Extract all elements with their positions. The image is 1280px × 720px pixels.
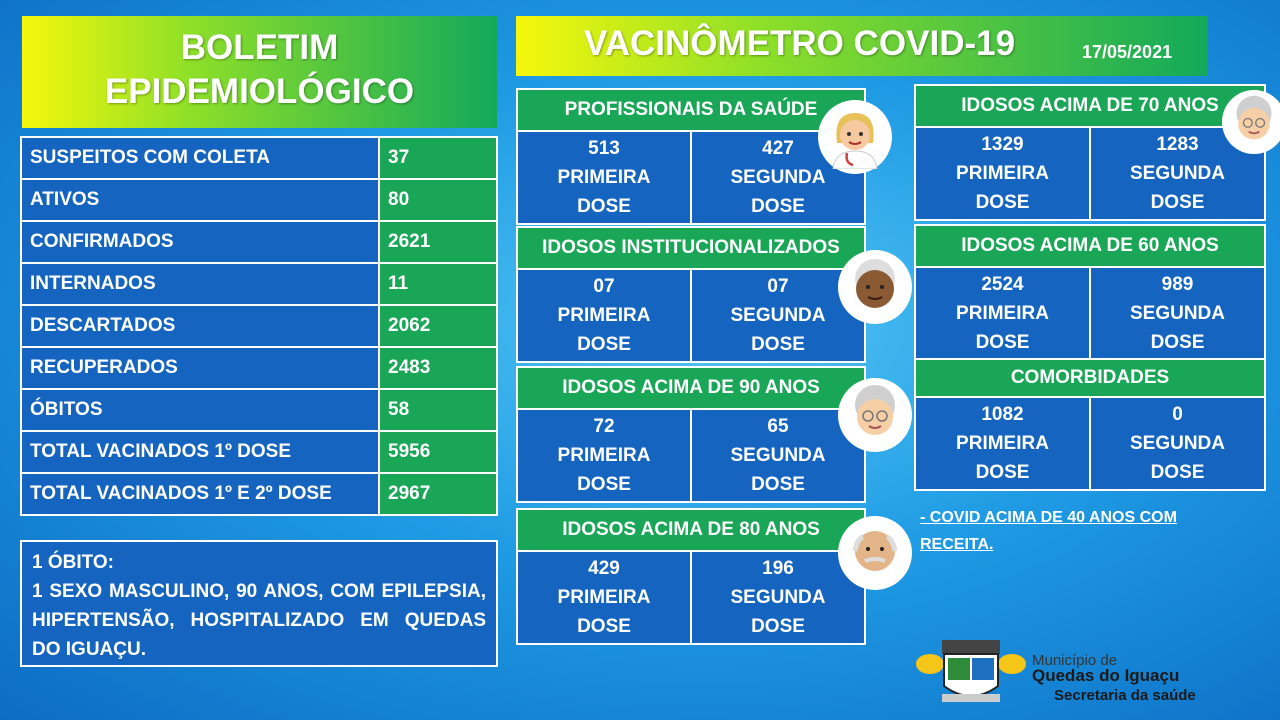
second-dose-label: SEGUNDA xyxy=(1129,163,1225,184)
stat-label: TOTAL VACINADOS 1º DOSE xyxy=(21,431,379,473)
dose-label: DOSE xyxy=(577,616,631,637)
card-idosos-institucionalizados xyxy=(516,226,866,363)
elderly-woman-dark-icon xyxy=(838,250,912,324)
first-dose-value: 07 xyxy=(593,276,615,297)
second-dose-value: 427 xyxy=(762,138,794,159)
footnote: - COVID ACIMA DE 40 ANOS COM RECEITA. xyxy=(920,509,1177,553)
card-profissionais-saude xyxy=(516,88,866,225)
vacinometro-title: VACINÔMETRO COVID-19 xyxy=(584,24,1016,63)
boletim-title-line1: BOLETIM xyxy=(180,28,339,67)
stat-value: 11 xyxy=(379,263,497,305)
card-idosos-60 xyxy=(914,224,1266,361)
dose-label: DOSE xyxy=(577,474,631,495)
dose-label: DOSE xyxy=(1150,462,1205,483)
health-secretariat: Secretaria da saúde xyxy=(1054,687,1196,704)
boletim-header xyxy=(22,16,497,128)
second-dose-cell xyxy=(1091,398,1266,491)
first-dose-cell xyxy=(516,270,692,363)
first-dose-cell xyxy=(914,128,1091,221)
stat-value: 2483 xyxy=(379,347,497,389)
second-dose-label: SEGUNDA xyxy=(1129,303,1225,324)
card-title: IDOSOS ACIMA DE 90 ANOS xyxy=(516,366,866,410)
second-dose-label: SEGUNDA xyxy=(730,445,826,466)
first-dose-cell xyxy=(516,132,692,225)
first-dose-label: PRIMEIRA xyxy=(557,305,651,326)
second-dose-label: SEGUNDA xyxy=(1129,433,1225,454)
table-row xyxy=(21,221,497,263)
stat-label: RECUPERADOS xyxy=(21,347,379,389)
first-dose-label: PRIMEIRA xyxy=(557,587,651,608)
first-dose-value: 1082 xyxy=(981,404,1024,425)
dose-label: DOSE xyxy=(1150,192,1205,213)
card-comorbidades xyxy=(914,358,1266,491)
first-dose-cell xyxy=(516,410,692,503)
stat-value: 2621 xyxy=(379,221,497,263)
table-row xyxy=(21,389,497,431)
elderly-man-icon xyxy=(838,516,912,590)
card-title: IDOSOS ACIMA DE 60 ANOS xyxy=(914,224,1266,268)
dose-label: DOSE xyxy=(751,334,805,355)
death-note xyxy=(20,540,498,667)
second-dose-value: 989 xyxy=(1161,274,1194,295)
second-dose-label: SEGUNDA xyxy=(730,587,826,608)
first-dose-label: PRIMEIRA xyxy=(557,167,651,188)
stat-value: 2967 xyxy=(379,473,497,515)
municipality-crest-icon xyxy=(912,636,1030,713)
table-row xyxy=(21,305,497,347)
second-dose-value: 65 xyxy=(767,416,789,437)
stat-label: ÓBITOS xyxy=(21,389,379,431)
stat-label: ATIVOS xyxy=(21,179,379,221)
death-note-title: 1 ÓBITO: xyxy=(32,552,114,573)
card-idosos-70 xyxy=(914,84,1266,221)
dose-label: DOSE xyxy=(975,192,1030,213)
dose-label: DOSE xyxy=(577,334,631,355)
dose-label: DOSE xyxy=(1150,332,1205,353)
card-idosos-80 xyxy=(516,508,866,645)
municipality-label: Município de xyxy=(1032,652,1118,669)
first-dose-cell xyxy=(914,398,1091,491)
stat-label: TOTAL VACINADOS 1º E 2º DOSE xyxy=(21,473,379,515)
stat-value: 58 xyxy=(379,389,497,431)
boletim-title-line2: EPIDEMIOLÓGICO xyxy=(104,72,415,111)
dose-label: DOSE xyxy=(751,196,805,217)
second-dose-value: 0 xyxy=(1172,404,1183,425)
first-dose-value: 1329 xyxy=(981,134,1024,155)
first-dose-label: PRIMEIRA xyxy=(956,303,1049,324)
dose-label: DOSE xyxy=(751,474,805,495)
card-title: IDOSOS ACIMA DE 80 ANOS xyxy=(516,508,866,552)
second-dose-cell xyxy=(1091,268,1266,361)
first-dose-label: PRIMEIRA xyxy=(956,433,1049,454)
second-dose-label: SEGUNDA xyxy=(730,167,826,188)
report-date: 17/05/2021 xyxy=(1082,42,1173,62)
elderly-woman-icon xyxy=(1222,90,1280,154)
death-note-text: 1 SEXO MASCULINO, 90 ANOS, COM EPILEPSIA, HIPERTENSÃO, HOSPITALIZADO EM QUEDAS DO IGUAÇU. xyxy=(32,581,486,660)
first-dose-label: PRIMEIRA xyxy=(956,163,1049,184)
first-dose-value: 429 xyxy=(588,558,620,579)
table-row xyxy=(21,473,497,515)
table-row xyxy=(21,263,497,305)
municipality-name: Quedas do Iguaçu xyxy=(1032,666,1180,685)
dose-label: DOSE xyxy=(975,462,1030,483)
dose-label: DOSE xyxy=(975,332,1030,353)
vacinometro-header xyxy=(516,16,1208,76)
stat-value: 2062 xyxy=(379,305,497,347)
second-dose-label: SEGUNDA xyxy=(730,305,826,326)
card-title: IDOSOS INSTITUCIONALIZADOS xyxy=(516,226,866,270)
elderly-woman-icon xyxy=(838,378,912,452)
dose-label: DOSE xyxy=(751,616,805,637)
second-dose-value: 1283 xyxy=(1156,134,1199,155)
first-dose-cell xyxy=(914,268,1091,361)
first-dose-label: PRIMEIRA xyxy=(557,445,651,466)
card-title: PROFISSIONAIS DA SAÚDE xyxy=(516,88,866,132)
stat-label: SUSPEITOS COM COLETA xyxy=(21,137,379,179)
table-row xyxy=(21,179,497,221)
first-dose-value: 513 xyxy=(588,138,620,159)
table-row xyxy=(21,137,497,179)
stat-value: 80 xyxy=(379,179,497,221)
stat-value: 37 xyxy=(379,137,497,179)
first-dose-value: 2524 xyxy=(981,274,1024,295)
second-dose-value: 196 xyxy=(762,558,794,579)
stat-label: DESCARTADOS xyxy=(21,305,379,347)
card-title: COMORBIDADES xyxy=(914,358,1266,398)
table-row xyxy=(21,347,497,389)
dose-label: DOSE xyxy=(577,196,631,217)
second-dose-value: 07 xyxy=(767,276,789,297)
table-row xyxy=(21,431,497,473)
health-worker-icon xyxy=(818,100,892,174)
card-title: IDOSOS ACIMA DE 70 ANOS xyxy=(914,84,1266,128)
stat-label: INTERNADOS xyxy=(21,263,379,305)
epidemiological-stats-table xyxy=(20,136,498,516)
stat-label: CONFIRMADOS xyxy=(21,221,379,263)
card-idosos-90 xyxy=(516,366,866,503)
stat-value: 5956 xyxy=(379,431,497,473)
first-dose-cell xyxy=(516,552,692,645)
first-dose-value: 72 xyxy=(593,416,615,437)
